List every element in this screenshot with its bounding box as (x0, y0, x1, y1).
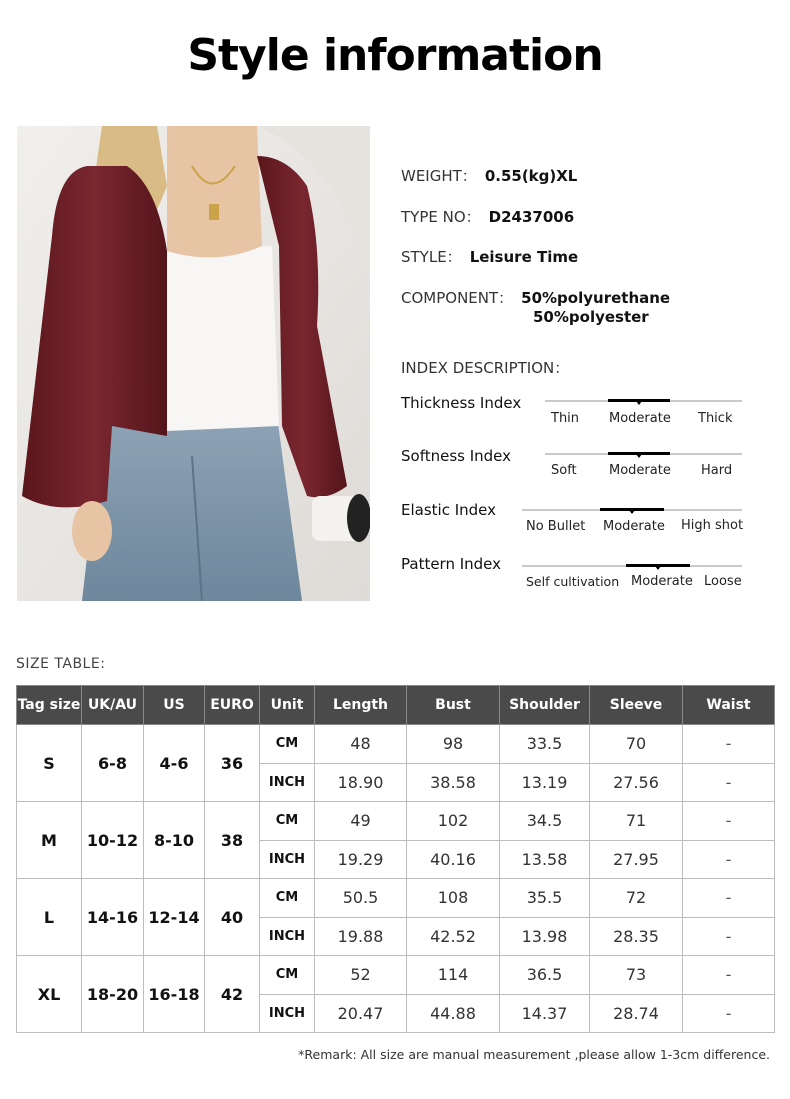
bust-cell: 102 (407, 802, 500, 841)
waist-cell: - (683, 994, 775, 1033)
softness-index-label: Softness Index (401, 447, 512, 465)
unit-cell: CM (260, 879, 315, 918)
component-row (401, 287, 670, 308)
header-bust: Bust (407, 686, 500, 725)
pattern-option-moderate: Moderate (631, 574, 693, 589)
table-row (17, 879, 775, 918)
component-value-1: 50%polyurethane (521, 289, 671, 307)
shoulder-cell: 14.37 (500, 994, 590, 1033)
waist-cell: - (683, 956, 775, 995)
sleeve-cell: 28.74 (590, 994, 683, 1033)
table-row (17, 725, 775, 764)
bust-cell: 38.58 (407, 763, 500, 802)
header-tag-size: Tag size (17, 686, 82, 725)
us-cell: 4-6 (144, 725, 205, 802)
uk-au-cell: 18-20 (82, 956, 144, 1033)
length-cell: 19.88 (315, 917, 407, 956)
sleeve-cell: 70 (590, 725, 683, 764)
elastic-marker (600, 508, 664, 511)
remark-note: *Remark: All size are manual measurement ,please allow 1-3cm difference. (298, 1047, 770, 1062)
unit-cell: INCH (260, 917, 315, 956)
shoulder-cell: 34.5 (500, 802, 590, 841)
us-cell: 8-10 (144, 802, 205, 879)
sleeve-cell: 73 (590, 956, 683, 995)
header-us: US (144, 686, 205, 725)
us-cell: 16-18 (144, 956, 205, 1033)
pattern-option-loose: Loose (704, 574, 742, 589)
sleeve-cell: 28.35 (590, 917, 683, 956)
softness-option-soft: Soft (551, 463, 577, 478)
index-description-heading: INDEX DESCRIPTION： (401, 359, 570, 377)
thickness-option-moderate: Moderate (609, 411, 671, 426)
bust-cell: 114 (407, 956, 500, 995)
header-unit: Unit (260, 686, 315, 725)
model-image (17, 126, 370, 601)
thickness-index-label: Thickness Index (401, 394, 522, 412)
header-uk-au: UK/AU (82, 686, 144, 725)
header-length: Length (315, 686, 407, 725)
softness-option-hard: Hard (701, 463, 733, 478)
length-cell: 18.90 (315, 763, 407, 802)
elastic-option-no-bullet: No Bullet (526, 519, 586, 534)
softness-option-moderate: Moderate (609, 463, 671, 478)
pattern-index-label: Pattern Index (401, 555, 502, 573)
header-shoulder: Shoulder (500, 686, 590, 725)
type-row (401, 206, 574, 227)
weight-value: 0.55(kg)XL (484, 167, 578, 185)
shoulder-cell: 13.98 (500, 917, 590, 956)
style-key: STYLE： (401, 248, 462, 266)
shoulder-cell: 33.5 (500, 725, 590, 764)
waist-cell: - (683, 917, 775, 956)
header-waist: Waist (683, 686, 775, 725)
type-value: D2437006 (488, 208, 575, 226)
unit-cell: INCH (260, 763, 315, 802)
bust-cell: 108 (407, 879, 500, 918)
size-table (16, 685, 775, 1033)
waist-cell: - (683, 763, 775, 802)
elastic-option-moderate: Moderate (603, 519, 665, 534)
component-value-2: 50%polyester (533, 308, 649, 326)
thickness-marker (608, 399, 670, 402)
page-title: Style information (187, 30, 603, 81)
waist-cell: - (683, 840, 775, 879)
weight-row (401, 165, 577, 186)
euro-cell: 42 (205, 956, 260, 1033)
euro-cell: 40 (205, 879, 260, 956)
length-cell: 19.29 (315, 840, 407, 879)
sleeve-cell: 71 (590, 802, 683, 841)
pattern-marker (626, 564, 690, 567)
uk-au-cell: 10-12 (82, 802, 144, 879)
uk-au-cell: 6-8 (82, 725, 144, 802)
style-row (401, 246, 578, 267)
table-row (17, 956, 775, 995)
elastic-option-high-shot: High shot (681, 518, 744, 533)
unit-cell: INCH (260, 994, 315, 1033)
uk-au-cell: 14-16 (82, 879, 144, 956)
us-cell: 12-14 (144, 879, 205, 956)
thickness-option-thick: Thick (698, 411, 733, 426)
sleeve-cell: 72 (590, 879, 683, 918)
length-cell: 20.47 (315, 994, 407, 1033)
bust-cell: 44.88 (407, 994, 500, 1033)
waist-cell: - (683, 725, 775, 764)
table-row (17, 802, 775, 841)
softness-marker (608, 452, 670, 455)
length-cell: 50.5 (315, 879, 407, 918)
tag-size-cell: M (17, 802, 82, 879)
length-cell: 48 (315, 725, 407, 764)
pattern-option-self-cultivation: Self cultivation (526, 574, 620, 589)
component-key: COMPONENT： (401, 289, 514, 307)
shoulder-cell: 13.19 (500, 763, 590, 802)
thickness-option-thin: Thin (551, 411, 580, 426)
length-cell: 49 (315, 802, 407, 841)
sleeve-cell: 27.56 (590, 763, 683, 802)
bust-cell: 42.52 (407, 917, 500, 956)
elastic-index-label: Elastic Index (401, 501, 497, 519)
euro-cell: 38 (205, 802, 260, 879)
waist-cell: - (683, 802, 775, 841)
shoulder-cell: 35.5 (500, 879, 590, 918)
weight-key: WEIGHT： (401, 167, 477, 185)
length-cell: 52 (315, 956, 407, 995)
bust-cell: 40.16 (407, 840, 500, 879)
unit-cell: CM (260, 725, 315, 764)
tag-size-cell: L (17, 879, 82, 956)
style-value: Leisure Time (469, 248, 579, 266)
size-table-label: SIZE TABLE: (16, 656, 106, 672)
header-euro: EURO (205, 686, 260, 725)
unit-cell: CM (260, 802, 315, 841)
shoulder-cell: 13.58 (500, 840, 590, 879)
tag-size-cell: S (17, 725, 82, 802)
table-header-row (17, 686, 775, 725)
bust-cell: 98 (407, 725, 500, 764)
waist-cell: - (683, 879, 775, 918)
unit-cell: CM (260, 956, 315, 995)
shoulder-cell: 36.5 (500, 956, 590, 995)
sleeve-cell: 27.95 (590, 840, 683, 879)
euro-cell: 36 (205, 725, 260, 802)
unit-cell: INCH (260, 840, 315, 879)
header-sleeve: Sleeve (590, 686, 683, 725)
tag-size-cell: XL (17, 956, 82, 1033)
product-photo (17, 126, 370, 601)
type-key: TYPE NO： (401, 208, 481, 226)
